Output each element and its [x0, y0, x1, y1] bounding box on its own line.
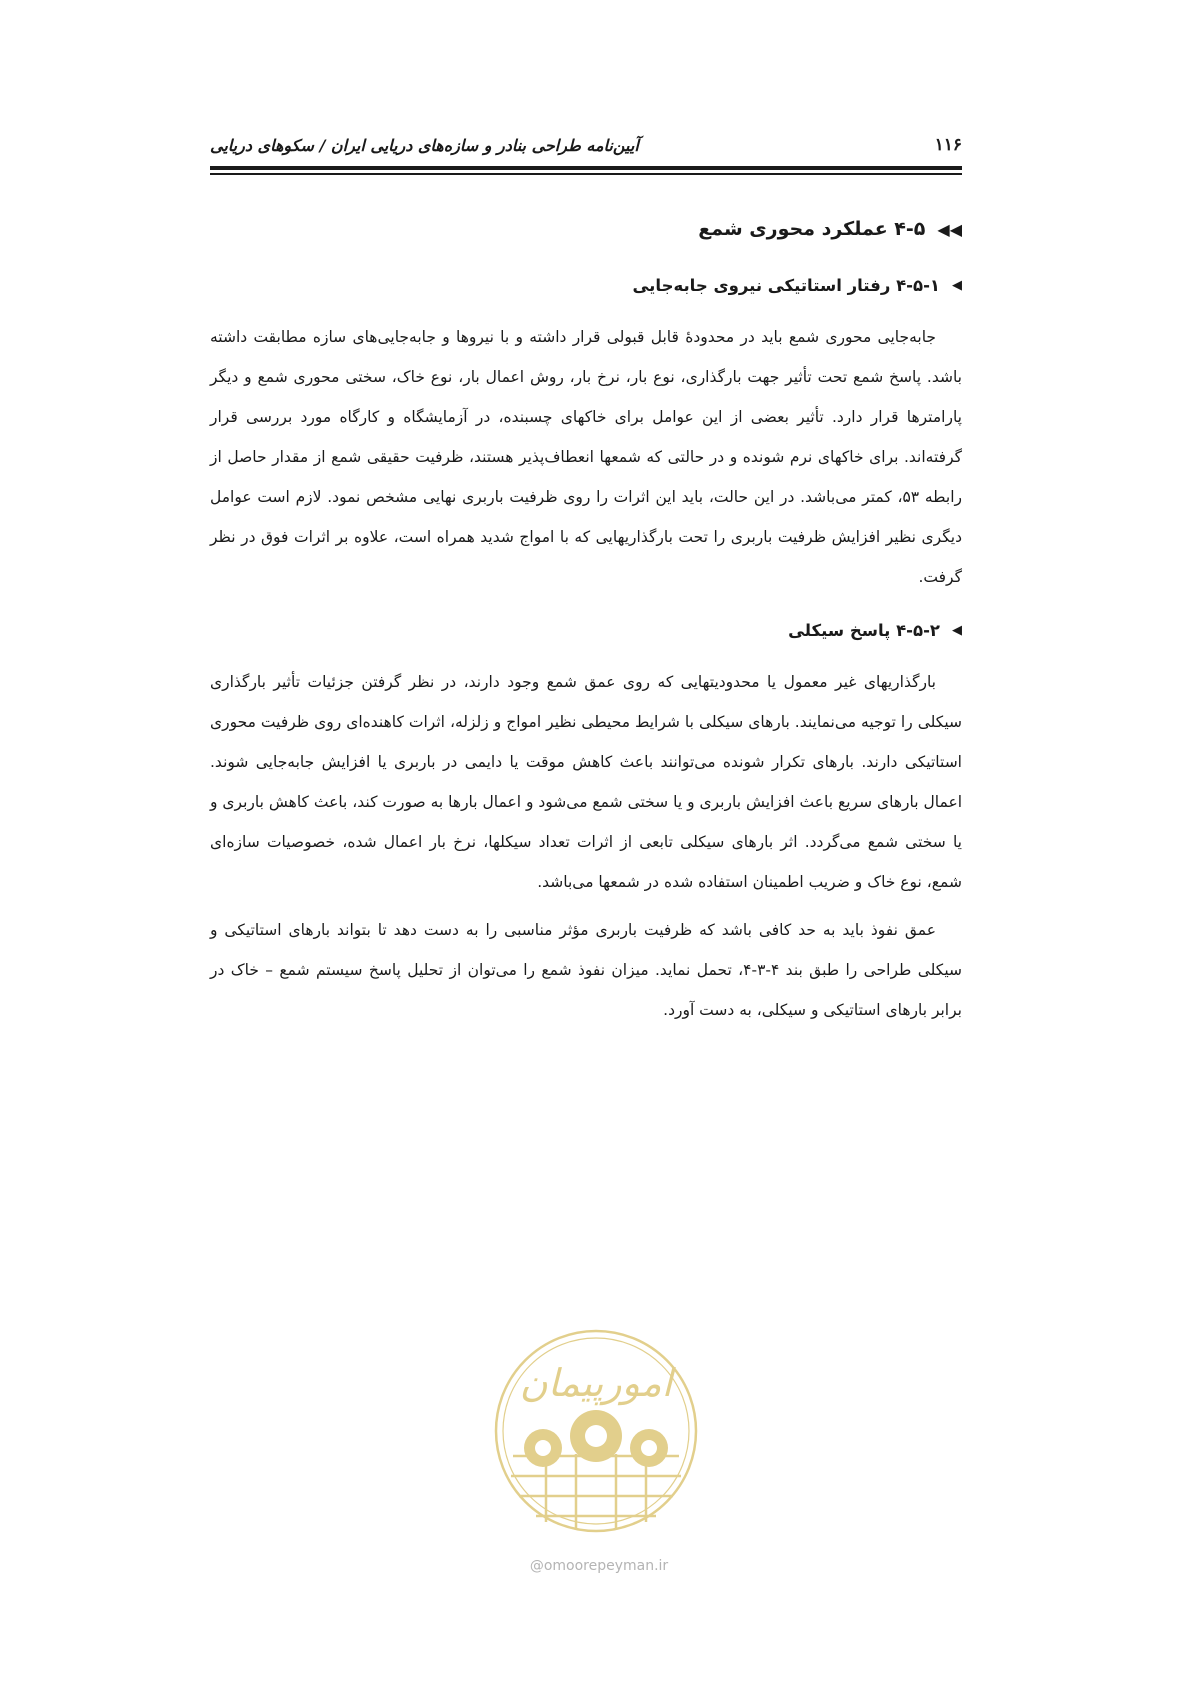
- watermark-logo-text: امورپیمان: [519, 1361, 673, 1405]
- section-heading-text: ۴-۵ عملکرد محوری شمع: [698, 218, 926, 240]
- running-header: [210, 128, 962, 162]
- subsection-heading-text: ۴-۵-۱ رفتار استاتیکی نیروی جابه‌جایی: [632, 276, 940, 295]
- paragraph: جابه‌جایی محوری شمع باید در محدودۀ قابل قبولی قرار داشته و با نیروها و جابه‌جایی‌های سازه مطابقت داشته باشد. پاسخ شمع تحت تأثیر جهت بارگذاری، نوع بار، نرخ بار، روش اعمال بار، نوع خاک، سختی محوری شمع و دیگر پارامترها قرار دارد. تأثیر بعضی از این عوامل برای خاکهای چسبنده، در آزمایشگاه و کارگاه مورد بررسی قرار گرفته‌اند. برای خاکهای نرم شونده و در حالتی که شمعها انعطاف‌پذیر هستند، ظرفیت حقیقی شمع از مقدار حاصل از رابطه ۵۳، کمتر می‌باشد. در این حالت، باید این اثرات را روی ظرفیت باربری نهایی مشخص نمود. لازم است عوامل دیگری نظیر افزایش ظرفیت باربری را تحت بارگذاریهایی که با امواج شدید همراه است، علاوه بر اثرات فوق در نظر گرفت.: [210, 328, 962, 586]
- header-rule: [210, 166, 962, 170]
- arrow-bullet-icon: ◀: [952, 278, 962, 293]
- paragraph: بارگذاریهای غیر معمول یا محدودیتهایی که روی عمق شمع وجود دارند، در نظر گرفتن جزئیات تأثیر بارگذاری سیکلی را توجیه می‌نمایند. بارهای سیکلی با شرایط محیطی نظیر امواج و زلزله، اثرات کاهنده‌ای روی ظرفیت محوری استاتیکی دارند. بارهای تکرار شونده می‌توانند باعث کاهش موقت یا دایمی در باربری یا افزایش جابه‌جایی شوند. اعمال بارهای سریع باعث افزایش باربری و یا سختی شمع می‌شود و اعمال بارها به صورت کند، باعث کاهش باربری و یا سختی شمع می‌گردد. اثر بارهای سیکلی تابعی از اثرات تعداد سیکلها، نرخ بار اعمال شده، خصوصیات سازه‌ای شمع، نوع خاک و ضریب اطمینان استفاده شده در شمعها می‌باشد.: [210, 673, 962, 891]
- watermark-logo: [491, 1326, 701, 1536]
- subsection-heading-text: ۴-۵-۲ پاسخ سیکلی: [788, 621, 940, 640]
- paragraph: عمق نفوذ باید به حد کافی باشد که ظرفیت باربری مؤثر مناسبی را به دست دهد تا بتواند بارهای استاتیکی و سیکلی طراحی را طبق بند ۴-۳-۴، تحمل نماید. میزان نفوذ شمع را می‌توان از تحلیل پاسخ سیستم شمع – خاک در برابر بارهای استاتیکی و سیکلی، به دست آورد.: [210, 921, 962, 1019]
- header-title: آیین‌نامه طراحی بنادر و سازه‌های دریایی ایران / سکوهای دریایی: [210, 135, 639, 155]
- watermark-url: @omoorepeyman.ir: [529, 1558, 669, 1574]
- main-content: [210, 218, 962, 1054]
- page-number: ۱۱۶: [934, 135, 962, 155]
- subsection-heading: [210, 276, 962, 295]
- section-heading: [210, 218, 962, 240]
- arrow-bullet-icon: ◀: [952, 623, 962, 638]
- subsection-heading: [210, 621, 962, 640]
- header-rule-thin: [210, 173, 962, 175]
- double-arrow-bullet-icon: ◀◀: [937, 219, 962, 239]
